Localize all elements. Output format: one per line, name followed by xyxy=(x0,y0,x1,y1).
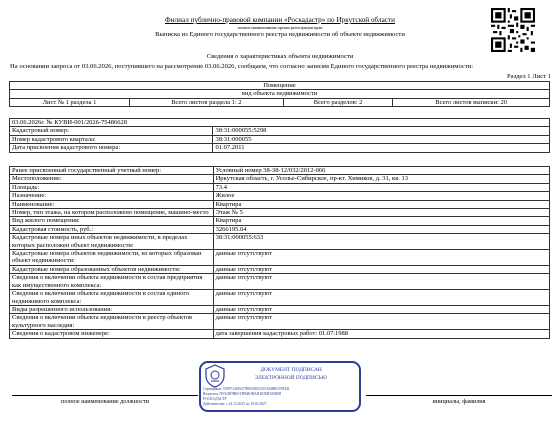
table-row xyxy=(10,127,550,135)
row-label: Сведения о кадастровом инженере: xyxy=(10,330,214,338)
table-row xyxy=(10,274,550,290)
row-value: Квартира xyxy=(213,217,549,225)
stamp-subtitle: ЭЛЕКТРОННОЙ ПОДПИСЬЮ xyxy=(254,375,328,381)
stamp-title: ДОКУМЕНТ ПОДПИСАН xyxy=(260,367,322,373)
row-label: Кадастровая стоимость, руб.: xyxy=(10,225,214,233)
stamp-certificate: Сертификат: 0399714816479900405532191048861978441 xyxy=(203,387,290,391)
position-signature-line xyxy=(12,395,198,396)
row-value: 3266195.04 xyxy=(213,225,549,233)
table-row xyxy=(10,330,550,338)
characteristics-table xyxy=(9,166,550,339)
table-row xyxy=(10,175,550,183)
row-label: Кадастровые номера объектов недвижимости, из которых образован объект недвижимости: xyxy=(10,250,214,266)
row-label: Виды разрешенного использования: xyxy=(10,305,214,313)
row-label: Номер, тип этажа, на котором расположено помещение, машино-место xyxy=(10,209,214,217)
row-value: данные отсутствуют xyxy=(213,274,549,290)
table-row xyxy=(10,265,550,273)
sheets-in-extract: Всего листов выписки: 20 xyxy=(393,98,550,106)
table-row xyxy=(10,209,550,217)
table-row xyxy=(10,183,550,191)
table-row xyxy=(10,305,550,313)
row-value: Квартира xyxy=(213,200,549,208)
table-row xyxy=(10,290,550,306)
branch-title: Филиал публично-правовой компании «Роскадастр» по Иркутской области xyxy=(165,16,395,24)
emblem-icon xyxy=(204,364,226,388)
row-label: Кадастровые номера образованных объектов недвижимости: xyxy=(10,265,214,273)
row-value: данные отсутствуют xyxy=(213,250,549,266)
table-row xyxy=(10,167,550,175)
sheet-label: Раздел 1 Лист 1 xyxy=(507,73,551,80)
stamp-owner: Владелец: ПУБЛИЧНО-ПРАВОВАЯ КОМПАНИЯ xyxy=(203,392,281,396)
name-signature-line xyxy=(366,395,552,396)
row-label: Сведения о включении объекта недвижимости в состав единого недвижимого комплекса: xyxy=(10,290,214,306)
row-label: Местоположение: xyxy=(10,175,214,183)
row-value: данные отсутствуют xyxy=(213,265,549,273)
row-value: данные отсутствуют xyxy=(213,290,549,306)
object-header-table xyxy=(9,81,550,107)
row-value: Условный номер 38-38-12/032/2012-066 xyxy=(213,167,549,175)
row-label: Площадь: xyxy=(10,183,214,191)
table-row xyxy=(10,225,550,233)
table-row xyxy=(10,135,550,143)
row-value: 38:31:000055 xyxy=(213,135,550,143)
row-label: Кадастровый номер: xyxy=(10,127,213,135)
row-label: Дата присвоения кадастрового номера: xyxy=(10,144,213,152)
row-value: Жилое xyxy=(213,192,549,200)
name-caption: инициалы, фамилия xyxy=(432,398,486,405)
table-row xyxy=(10,217,550,225)
row-value: 38:31:000055:633 xyxy=(213,234,549,250)
sheets-in-section: Всего листов раздела 1: 2 xyxy=(129,98,283,106)
document-reference: 03.06.2026г. № КУВИ-001/2026-75486628 xyxy=(10,119,550,127)
row-value: 73.4 xyxy=(213,183,549,191)
table-row xyxy=(10,192,550,200)
row-value: 01.07.2011 xyxy=(213,144,550,152)
cadastral-top-table xyxy=(9,118,550,153)
row-value: данные отсутствуют xyxy=(213,314,549,330)
table-row xyxy=(10,200,550,208)
section-title: Сведения о характеристиках объекта недвижимости xyxy=(206,53,354,60)
object-type-caption: вид объекта недвижимости xyxy=(10,90,550,98)
table-row xyxy=(10,250,550,266)
row-label: Сведения о включении объекта недвижимости в реестр объектов культурного наследия: xyxy=(10,314,214,330)
row-label: Вид жилого помещения: xyxy=(10,217,214,225)
position-caption: полное наименование должности xyxy=(61,398,149,405)
row-value: Иркутская область, г. Усолье-Сибирское, пр-кт. Химиков, д. 31, кв. 13 xyxy=(213,175,549,183)
stamp-owner-name: РОСКАДАСТР xyxy=(203,397,227,401)
row-value: Этаж № 5 xyxy=(213,209,549,217)
sections-total: Всего разделов: 2 xyxy=(283,98,392,106)
row-label: Кадастровые номера иных объектов недвижимости, в пределах которых расположен объект недвижимости: xyxy=(10,234,214,250)
row-label: Назначение: xyxy=(10,192,214,200)
row-label: Сведения о включении объекта недвижимости в состав предприятия как имущественного комплекса: xyxy=(10,274,214,290)
qr-code xyxy=(491,8,535,52)
row-value: данные отсутствуют xyxy=(213,305,549,313)
row-label: Ранее присвоенный государственный учетный номер: xyxy=(10,167,214,175)
object-type: Помещение xyxy=(10,82,550,90)
intro-text: На основании запроса от 03.06.2026, поступившего на рассмотрение 03.06.2026, сообщаем, что согласно записям Единого государственного реестра недвижимости: xyxy=(10,63,474,70)
sheet-number: Лист № 1 раздела 1 xyxy=(10,98,130,106)
extract-title: Выписка из Единого государственного реестра недвижимости об объекте недвижимости xyxy=(155,31,405,38)
table-row xyxy=(10,144,550,152)
table-row xyxy=(10,234,550,250)
stamp-validity: Действителен: с 24.12.2025 по 19.03.2027 xyxy=(203,402,267,406)
authority-caption: полное наименование органа регистрации прав xyxy=(237,25,323,30)
row-label: Номер кадастрового квартала: xyxy=(10,135,213,143)
row-value: 38:31:000055:5298 xyxy=(213,127,550,135)
row-label: Наименование: xyxy=(10,200,214,208)
table-row xyxy=(10,314,550,330)
row-value: дата завершения кадастровых работ: 01.07.1988 xyxy=(213,330,549,338)
